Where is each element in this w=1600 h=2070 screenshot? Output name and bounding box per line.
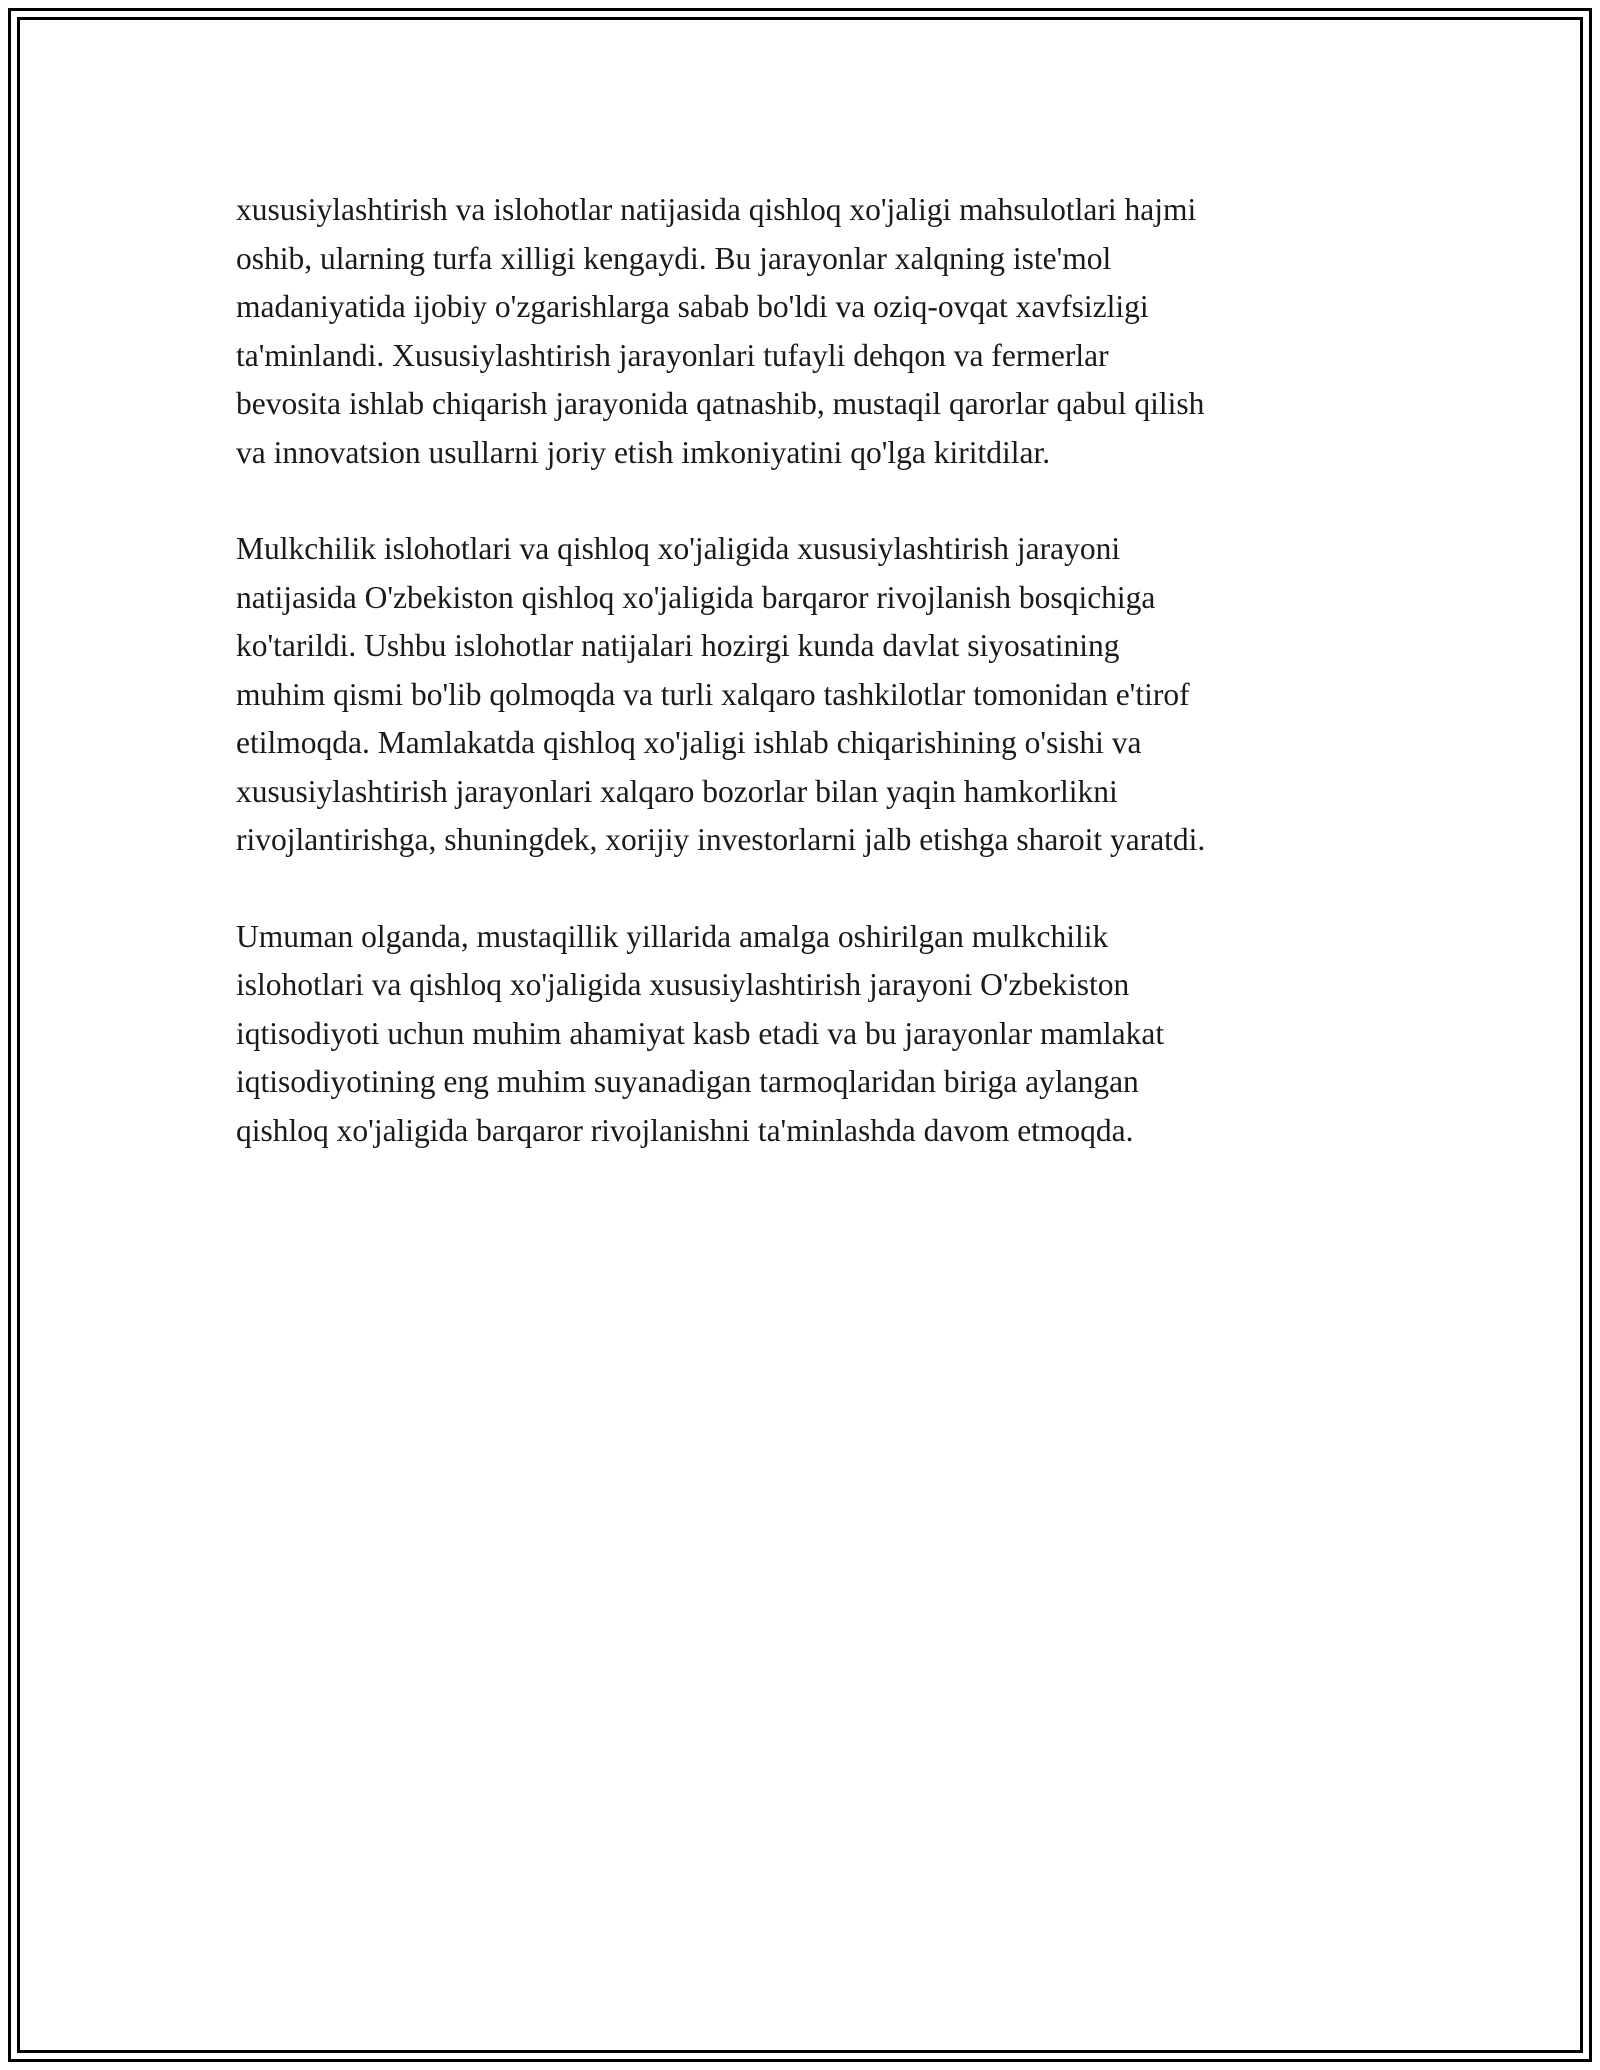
text-line: rivojlantirishga, shuningdek, xorijiy investorlarni jalb etishga sharoit yaratdi. <box>236 822 1206 857</box>
text-line: etilmoqda. Mamlakatda qishloq xo'jaligi ishlab chiqarishining o'sishi va <box>236 725 1142 760</box>
text-line: oshib, ularning turfa xilligi kengaydi. Bu jarayonlar xalqning iste'mol <box>236 240 1112 276</box>
text-line: va innovatsion usullarni joriy etish imkoniyatini qo'lga kiritdilar. <box>236 434 1051 470</box>
text-line: xususiylashtirish va islohotlar natijasida qishloq xo'jaligi mahsulotlari hajmi <box>236 192 1197 227</box>
text-line: Umuman olganda, mustaqillik yillarida amalga oshirilgan mulkchilik <box>236 918 1109 954</box>
text-line: madaniyatida ijobiy o'zgarishlarga sabab bo'ldi va oziq-ovqat xavfsizligi <box>236 289 1149 324</box>
text-line: muhim qismi bo'lib qolmoqda va turli xalqaro tashkilotlar tomonidan e'tirof <box>236 676 1190 712</box>
paragraph-2 <box>236 525 1376 865</box>
text-line: islohotlari va qishloq xo'jaligida xususiylashtirish jarayoni O'zbekiston <box>236 967 1130 1002</box>
text-line: xususiylashtirish jarayonlari xalqaro bozorlar bilan yaqin hamkorlikni <box>236 773 1118 809</box>
text-line: iqtisodiyoti uchun muhim ahamiyat kasb etadi va bu jarayonlar mamlakat <box>236 1015 1165 1051</box>
text-line: natijasida O'zbekiston qishloq xo'jaligida barqaror rivojlanish bosqichiga <box>236 579 1156 615</box>
text-line: bevosita ishlab chiqarish jarayonida qatnashib, mustaqil qarorlar qabul qilish <box>236 386 1205 421</box>
paragraph-3 <box>236 913 1376 1156</box>
text-line: iqtisodiyotining eng muhim suyanadigan tarmoqlaridan biriga aylangan <box>236 1064 1139 1099</box>
text-line: Mulkchilik islohotlari va qishloq xo'jaligida xususiylashtirish jarayoni <box>236 531 1121 566</box>
document-body <box>236 186 1376 1203</box>
paragraph-1 <box>236 186 1376 477</box>
text-line: qishloq xo'jaligida barqaror rivojlanishni ta'minlashda davom etmoqda. <box>236 1112 1134 1148</box>
text-line: ko'tarildi. Ushbu islohotlar natijalari hozirgi kunda davlat siyosatining <box>236 628 1120 663</box>
text-line: ta'minlandi. Xususiylashtirish jarayonlari tufayli dehqon va fermerlar <box>236 337 1109 373</box>
